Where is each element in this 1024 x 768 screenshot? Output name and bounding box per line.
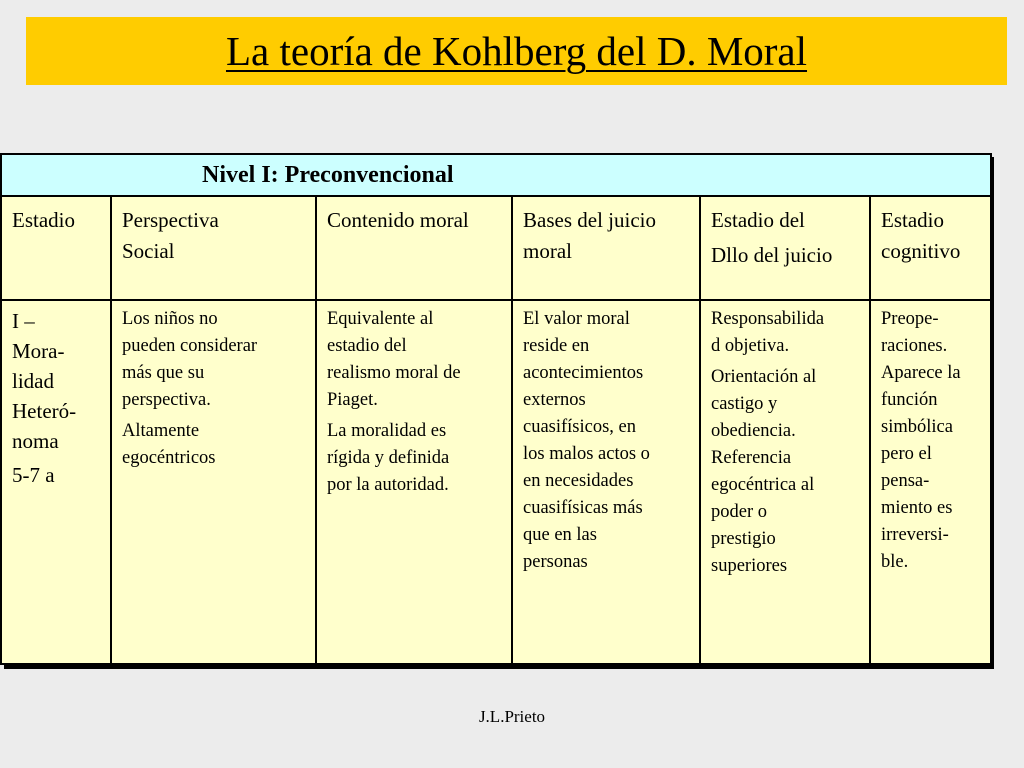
cell-text: reside en xyxy=(523,336,590,356)
cell-text: pensa- xyxy=(881,471,930,491)
cell-text: ble. xyxy=(881,552,909,572)
cell-text: 5-7 a xyxy=(12,463,55,487)
header-text: Estadio del xyxy=(711,208,805,232)
cell-text: noma xyxy=(12,429,59,453)
cell-text: Responsabilida xyxy=(711,309,825,329)
level-row xyxy=(1,154,991,196)
header-text: Perspectiva xyxy=(122,208,219,232)
cell-text: simbólica xyxy=(881,417,953,437)
cell-text: perspectiva. xyxy=(122,390,211,410)
cell-text: pero el xyxy=(881,444,932,464)
level-cell xyxy=(1,154,991,196)
cell-text: que en las xyxy=(523,525,597,545)
cell-text: acontecimientos xyxy=(523,363,644,383)
cell-text: d objetiva. xyxy=(711,336,790,356)
header-estadio xyxy=(1,196,111,300)
cell-text: por la autoridad. xyxy=(327,475,449,495)
header-text: Contenido moral xyxy=(327,208,469,232)
header-estadio-dllo xyxy=(700,196,870,300)
cell-text: Altamente xyxy=(122,421,200,441)
cell-text: egocéntricos xyxy=(122,448,216,468)
header-text: Bases del juicio xyxy=(523,208,656,232)
cell-bases xyxy=(512,300,700,664)
cell-text: más que su xyxy=(122,363,205,383)
cell-text: Preope- xyxy=(881,309,939,329)
cell-text: La moralidad es xyxy=(327,421,447,441)
cell-text: los malos actos o xyxy=(523,444,650,464)
cell-text: pueden considerar xyxy=(122,336,258,356)
cell-text: función xyxy=(881,390,938,410)
kohlberg-table xyxy=(0,153,992,665)
stage-row xyxy=(1,300,991,664)
cell-text: Referencia xyxy=(711,448,792,468)
cell-text: Piaget. xyxy=(327,390,378,410)
footer-author: J.L.Prieto xyxy=(478,707,546,726)
header-text: moral xyxy=(523,239,572,263)
cell-estadio-cognitivo xyxy=(870,300,991,664)
cell-text: Aparece la xyxy=(881,363,961,383)
header-text: Dllo del juicio xyxy=(711,243,833,267)
cell-text: I – xyxy=(12,309,35,333)
cell-text: irreversi- xyxy=(881,525,949,545)
cell-text: Orientación al xyxy=(711,367,817,387)
cell-text: personas xyxy=(523,552,588,572)
cell-perspectiva xyxy=(111,300,316,664)
cell-text: rígida y definida xyxy=(327,448,450,468)
cell-text: realismo moral de xyxy=(327,363,461,383)
title-banner xyxy=(26,17,1007,85)
cell-text: El valor moral xyxy=(523,309,630,329)
cell-text: externos xyxy=(523,390,586,410)
header-bases-juicio xyxy=(512,196,700,300)
cell-text: Mora- xyxy=(12,339,65,363)
cell-text: raciones. xyxy=(881,336,948,356)
header-text: Estadio xyxy=(881,208,944,232)
slide-title: La teoría de Kohlberg del D. Moral xyxy=(225,28,808,74)
header-text: Social xyxy=(122,239,175,263)
cell-text: obediencia. xyxy=(711,421,796,441)
cell-text: superiores xyxy=(711,556,788,576)
level-title: Nivel I: Preconvencional xyxy=(202,161,454,188)
cell-text: lidad xyxy=(12,369,54,393)
kohlberg-table-container xyxy=(0,153,990,665)
cell-text: en necesidades xyxy=(523,471,634,491)
cell-text: prestigio xyxy=(711,529,776,549)
cell-text: Equivalente al xyxy=(327,309,434,329)
cell-text: Los niños no xyxy=(122,309,218,329)
header-row xyxy=(1,196,991,300)
cell-text: Heteró- xyxy=(12,399,77,423)
cell-estadio-dllo xyxy=(700,300,870,664)
cell-text: poder o xyxy=(711,502,767,522)
cell-text: cuasifísicos, en xyxy=(523,417,637,437)
cell-estadio xyxy=(1,300,111,664)
cell-text: cuasifísicas más xyxy=(523,498,643,518)
cell-text: egocéntrica al xyxy=(711,475,815,495)
cell-text: castigo y xyxy=(711,394,778,414)
header-text: Estadio xyxy=(12,208,75,232)
header-text: cognitivo xyxy=(881,239,961,263)
cell-text: miento es xyxy=(881,498,953,518)
cell-contenido xyxy=(316,300,512,664)
header-contenido-moral xyxy=(316,196,512,300)
cell-text: estadio del xyxy=(327,336,407,356)
header-perspectiva-social xyxy=(111,196,316,300)
header-estadio-cognitivo xyxy=(870,196,991,300)
